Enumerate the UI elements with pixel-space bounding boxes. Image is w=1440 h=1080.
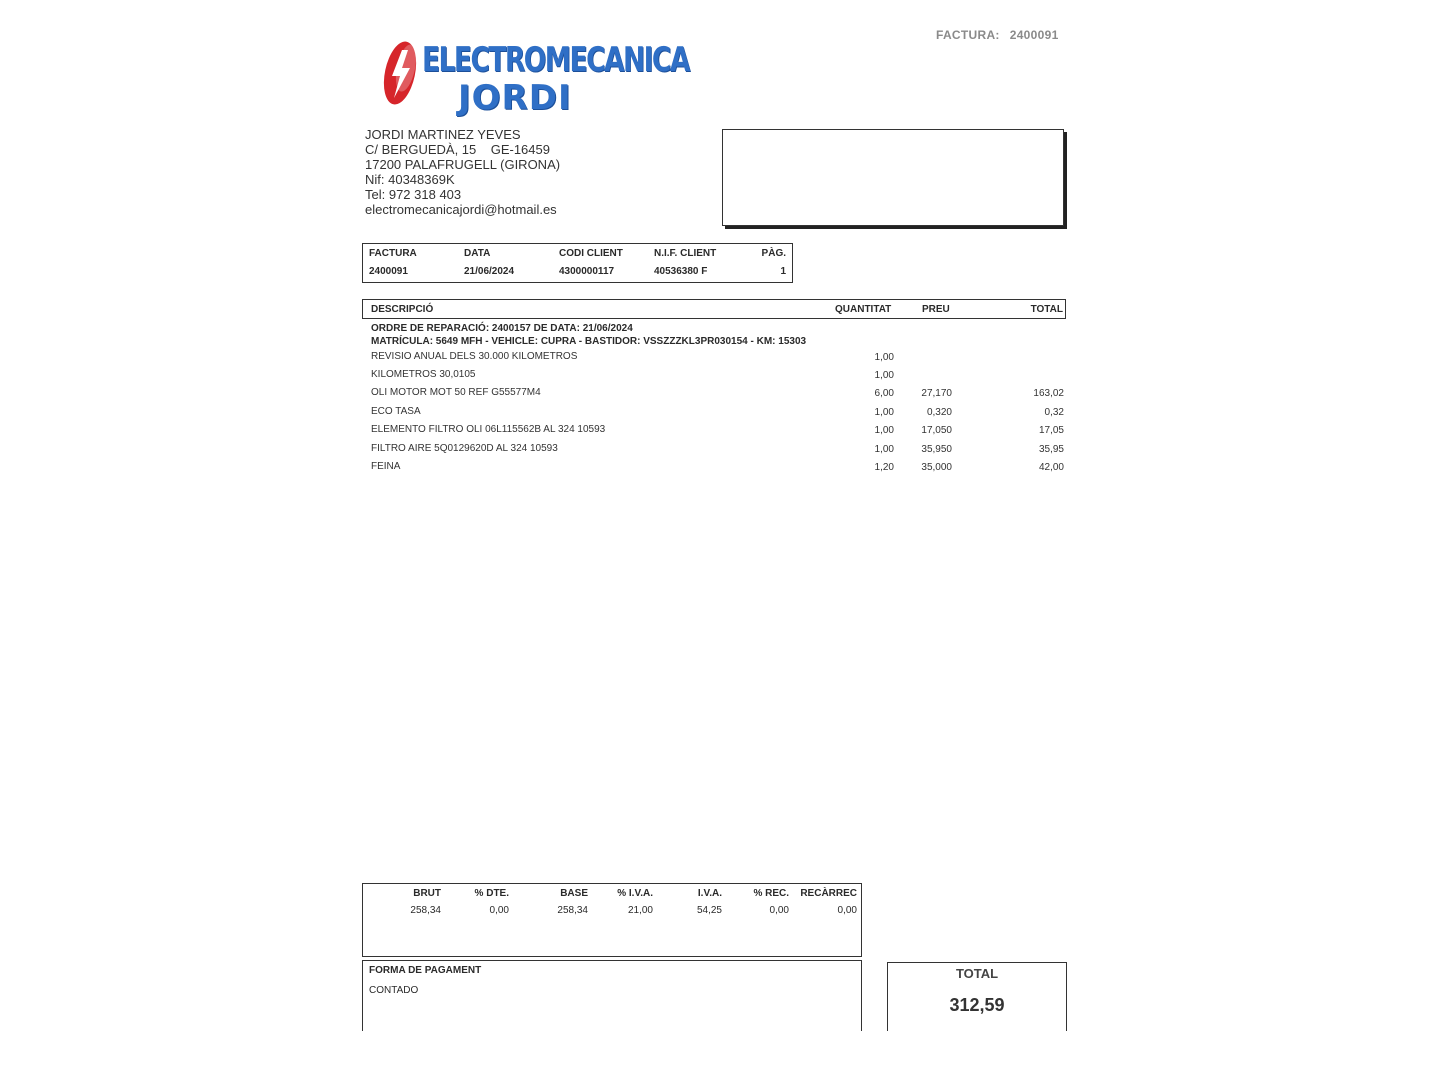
info-value-invoice: 2400091 [369, 266, 408, 277]
item-description: OLI MOTOR MOT 50 REF G55577M4 [371, 387, 541, 398]
summary-value-gross: 258,34 [410, 905, 441, 916]
grand-total-value: 312,59 [949, 995, 1005, 1015]
invoice-label: FACTURA: [936, 28, 1000, 42]
summary-label-vat-pct: % I.V.A. [617, 888, 653, 899]
logo-text-line1: ELECTROMECANICA [422, 40, 689, 80]
info-header-page: PÀG. [761, 248, 786, 259]
info-header-client-nif: N.I.F. CLIENT [654, 248, 717, 259]
item-quantity: 1,00 [874, 370, 894, 381]
item-total: 42,00 [1038, 462, 1064, 473]
item-total: 35,95 [1038, 444, 1064, 455]
summary-value-vat: 54,25 [696, 905, 722, 916]
col-header-price: PREU [922, 304, 950, 315]
item-total: 17,05 [1038, 425, 1064, 436]
item-description: FILTRO AIRE 5Q0129620D AL 324 10593 [371, 443, 558, 454]
company-city: 17200 PALAFRUGELL (GIRONA) [365, 157, 561, 172]
payment-method-label: FORMA DE PAGAMENT [369, 965, 482, 976]
col-header-quantity: QUANTITAT [835, 304, 892, 315]
item-quantity: 1,00 [874, 425, 894, 436]
item-description: ELEMENTO FILTRO OLI 06L115562B AL 324 10593 [371, 424, 606, 435]
info-header-date: DATA [464, 248, 491, 259]
info-header-invoice: FACTURA [369, 248, 417, 259]
item-total: 0,32 [1044, 407, 1064, 418]
payment-method-value: CONTADO [369, 985, 419, 996]
info-value-client-nif: 40536380 F [654, 266, 708, 277]
info-header-client-code: CODI CLIENT [559, 248, 623, 259]
vehicle-line: MATRÍCULA: 5649 MFH - VEHICLE: CUPRA - BASTIDOR: VSSZZZKL3PR030154 - KM: 15303 [371, 336, 807, 347]
item-quantity: 6,00 [874, 388, 894, 399]
lightning-bolt-icon [382, 38, 418, 108]
summary-value-surcharge: 0,00 [837, 905, 857, 916]
company-email: electromecanicajordi@hotmail.es [365, 202, 557, 217]
item-description: FEINA [371, 461, 401, 472]
col-header-description: DESCRIPCIÓ [371, 304, 434, 315]
item-total: 163,02 [1033, 388, 1064, 399]
summary-label-surcharge: RECÀRREC [800, 888, 857, 899]
logo-text-line2: JORDI [458, 78, 572, 118]
repair-order-line: ORDRE DE REPARACIÓ: 2400157 DE DATA: 21/06/2024 [371, 323, 633, 334]
summary-value-vat-pct: 21,00 [627, 905, 653, 916]
company-details [365, 127, 560, 217]
col-header-total: TOTAL [1030, 304, 1063, 315]
summary-label-gross: BRUT [413, 888, 441, 899]
summary-value-base: 258,34 [557, 905, 588, 916]
summary-label-base: BASE [560, 888, 588, 899]
item-description: REVISIO ANUAL DELS 30.000 KILOMETROS [371, 351, 578, 362]
items-table-header [362, 299, 1066, 319]
item-price: 27,170 [921, 388, 952, 399]
info-value-page: 1 [780, 266, 786, 277]
item-description: KILOMETROS 30,0105 [371, 369, 476, 380]
company-address: C/ BERGUEDÀ, 15 GE-16459 [365, 142, 550, 157]
summary-value-discount: 0,00 [489, 905, 509, 916]
summary-label-vat: I.V.A. [697, 888, 722, 899]
client-address-box [722, 129, 1064, 226]
company-logo [380, 38, 689, 118]
item-quantity: 1,00 [874, 444, 894, 455]
info-value-client-code: 4300000117 [559, 266, 615, 277]
item-description: ECO TASA [371, 406, 421, 417]
item-quantity: 1,00 [874, 407, 894, 418]
company-tel: Tel: 972 318 403 [365, 187, 462, 202]
company-nif: Nif: 40348369K [365, 172, 455, 187]
info-value-date: 21/06/2024 [464, 266, 515, 277]
grand-total-box [887, 962, 1067, 1031]
item-price: 35,950 [921, 444, 952, 455]
item-price: 35,000 [921, 462, 952, 473]
invoice-info-table [362, 243, 793, 283]
company-name: JORDI MARTINEZ YEVES [365, 127, 521, 142]
item-quantity: 1,20 [874, 462, 894, 473]
invoice-number-header [936, 28, 1059, 42]
tax-summary-table [362, 883, 862, 957]
summary-value-surcharge-pct: 0,00 [769, 905, 789, 916]
item-quantity: 1,00 [874, 352, 894, 363]
payment-method-box [362, 960, 862, 1031]
item-price: 17,050 [921, 425, 952, 436]
item-price: 0,320 [926, 407, 952, 418]
summary-label-discount: % DTE. [474, 888, 509, 899]
invoice-number: 2400091 [1009, 28, 1059, 42]
grand-total-label: TOTAL [955, 966, 999, 981]
summary-label-surcharge-pct: % REC. [753, 888, 789, 899]
